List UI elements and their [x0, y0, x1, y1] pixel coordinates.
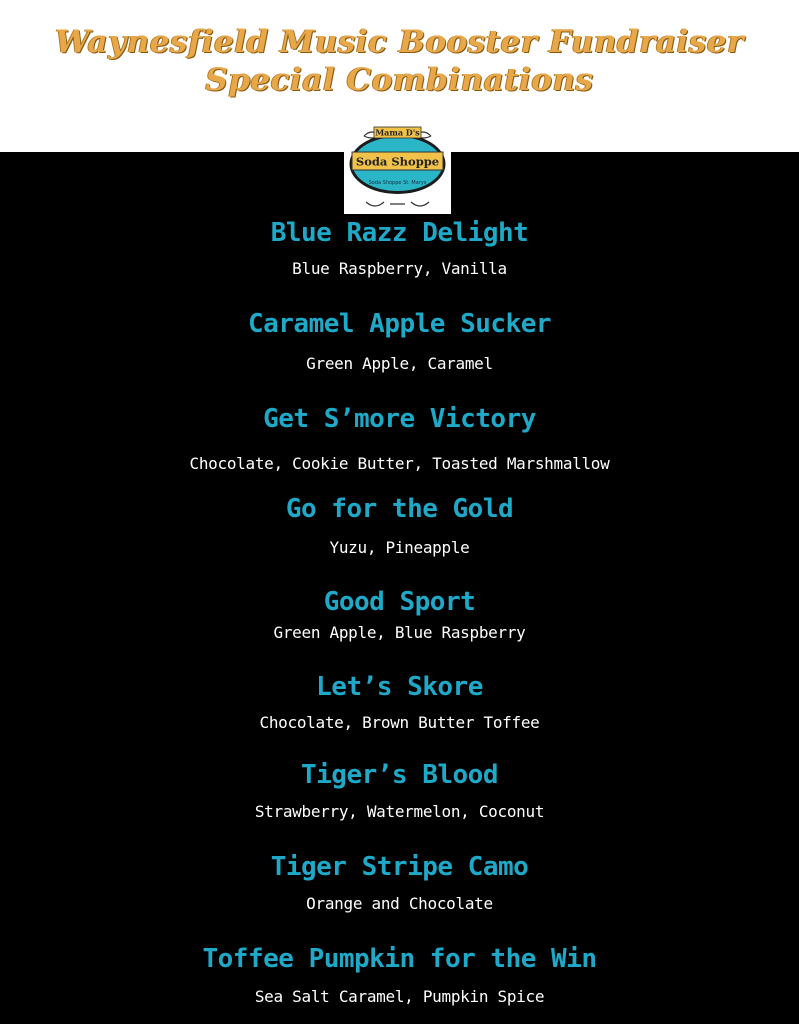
item-desc: Sea Salt Caramel, Pumpkin Spice [254, 987, 545, 1006]
logo-bottom-text: Soda Shoppe St. Marys [368, 180, 427, 186]
item-name: Toffee Pumpkin for the Win [202, 944, 597, 974]
item-desc: Orange and Chocolate [306, 894, 493, 913]
item-desc: Blue Raspberry, Vanilla [292, 259, 507, 278]
item-desc: Yuzu, Pineapple [329, 538, 470, 557]
item-desc: Chocolate, Brown Butter Toffee [259, 713, 540, 732]
item-name: Caramel Apple Sucker [247, 309, 552, 339]
item-name: Tiger Stripe Camo [270, 852, 529, 882]
item-desc: Chocolate, Cookie Butter, Toasted Marshmallow [189, 454, 610, 473]
item-desc: Strawberry, Watermelon, Coconut [254, 802, 545, 821]
item-desc: Green Apple, Blue Raspberry [273, 623, 526, 642]
page-title: Waynesfield Music Booster Fundraiser [55, 24, 744, 60]
item-name: Blue Razz Delight [270, 218, 529, 248]
soda-shoppe-logo [344, 118, 451, 214]
logo-main-text: Soda Shoppe [355, 154, 440, 169]
item-name: Get S’more Victory [263, 404, 536, 434]
item-name: Let’s Skore [316, 672, 483, 702]
item-name: Good Sport [323, 587, 476, 617]
logo-top-text: Mama D's [375, 127, 420, 138]
item-desc: Green Apple, Caramel [306, 354, 493, 373]
page-subtitle: Special Combinations [205, 62, 594, 98]
item-name: Tiger’s Blood [301, 760, 498, 790]
item-name: Go for the Gold [285, 494, 514, 524]
